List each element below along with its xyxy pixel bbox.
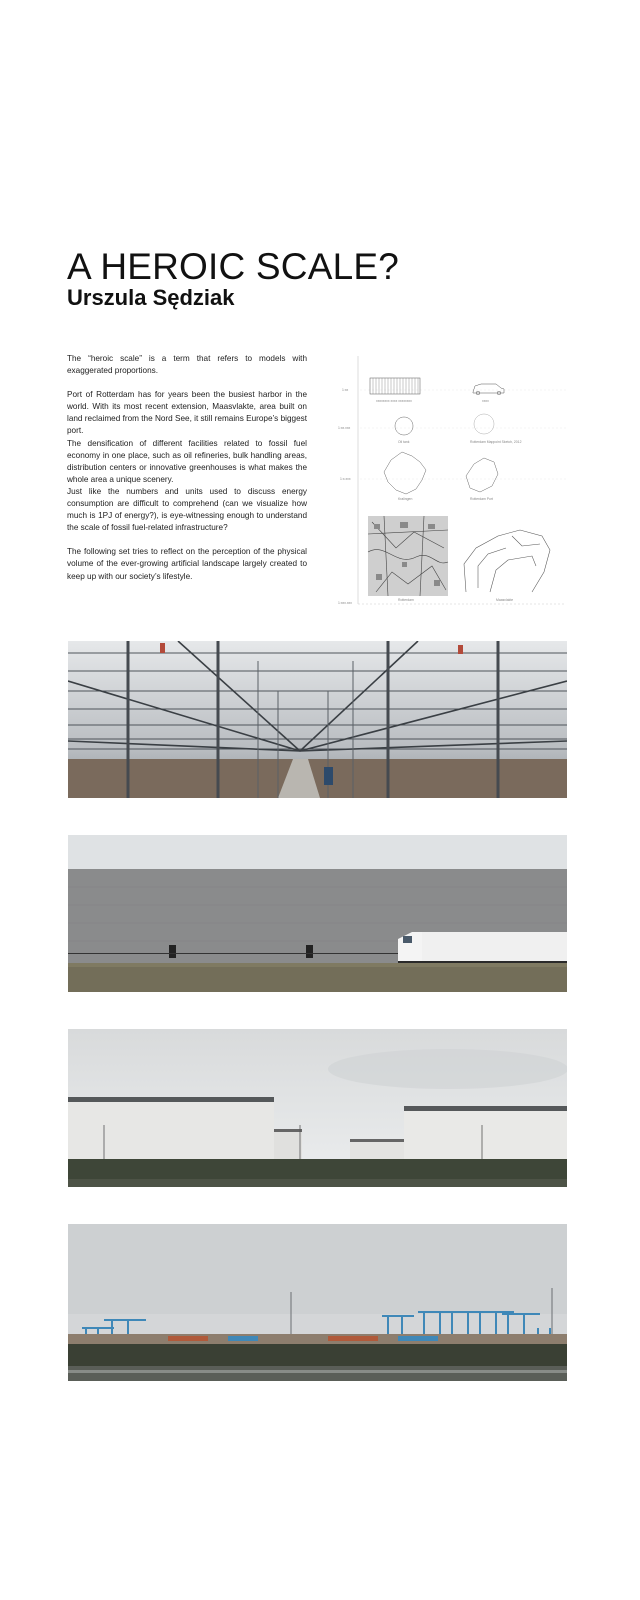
photo-greenhouse — [68, 641, 567, 798]
photo-oil-tanks — [68, 1029, 567, 1187]
caption-rotterdam-port: Rotterdam Port — [470, 497, 493, 501]
scale-label-1: 1:xx — [342, 388, 349, 392]
paragraph-heroic-scale: The “heroic scale” is a term that refers to models with exaggerated proportions. — [67, 354, 307, 376]
photo-container-cranes — [68, 1224, 567, 1381]
photo-warehouse — [68, 835, 567, 992]
paragraph-densification: The densification of different facilities related to fossil fuel economy in one place, such as oil refineries, bulk handling areas, distribution centers or innovative greenhouses is what makes the whole area a unique scenery. — [67, 438, 307, 484]
caption-greenhouse: xxxxxxxx xxxx xxxxxxxx — [376, 399, 412, 403]
caption-rotterdam: Rotterdam — [398, 598, 414, 602]
scale-diagram — [336, 352, 568, 610]
author-name: Urszula Sędziak — [67, 285, 235, 310]
caption-sketch: Rotterdam Mappoint Sketch, 2012 — [470, 440, 522, 444]
page-title: A HEROIC SCALE? — [67, 246, 400, 287]
paragraph-set: The following set tries to reflect on the perception of the physical volume of the ever-growing artificial landscape largely created to keep up with our society’s lifestyle. — [67, 547, 307, 581]
caption-kralingen: Kralingen — [398, 497, 413, 501]
caption-car: xxxx — [482, 399, 489, 403]
caption-oil-tank: Oil tank — [398, 440, 410, 444]
paragraph-port: Port of Rotterdam has for years been the busiest harbor in the world. With its most recent extension, Maasvlakte, area built on land reclaimed from the Nord See, it still remains Europe’s biggest port. — [67, 390, 307, 436]
scale-diagram-graphic — [336, 352, 568, 610]
intro-text — [67, 353, 307, 595]
caption-maasvlakte: Maasvlakte — [496, 598, 514, 602]
scale-label-3: 1:x.xxx — [340, 477, 351, 481]
paragraph-question: Just like the numbers and units used to discuss energy consumption are difficult to comprehend (can we visualize how much is 1PJ of energy?), is eye-witnessing enough to understand the scale of fossil fuel-related infrastructure? — [67, 486, 307, 533]
scale-label-2: 1:xx.xxx — [338, 426, 351, 430]
scale-label-4: 1:xxx.xxx — [338, 601, 352, 605]
